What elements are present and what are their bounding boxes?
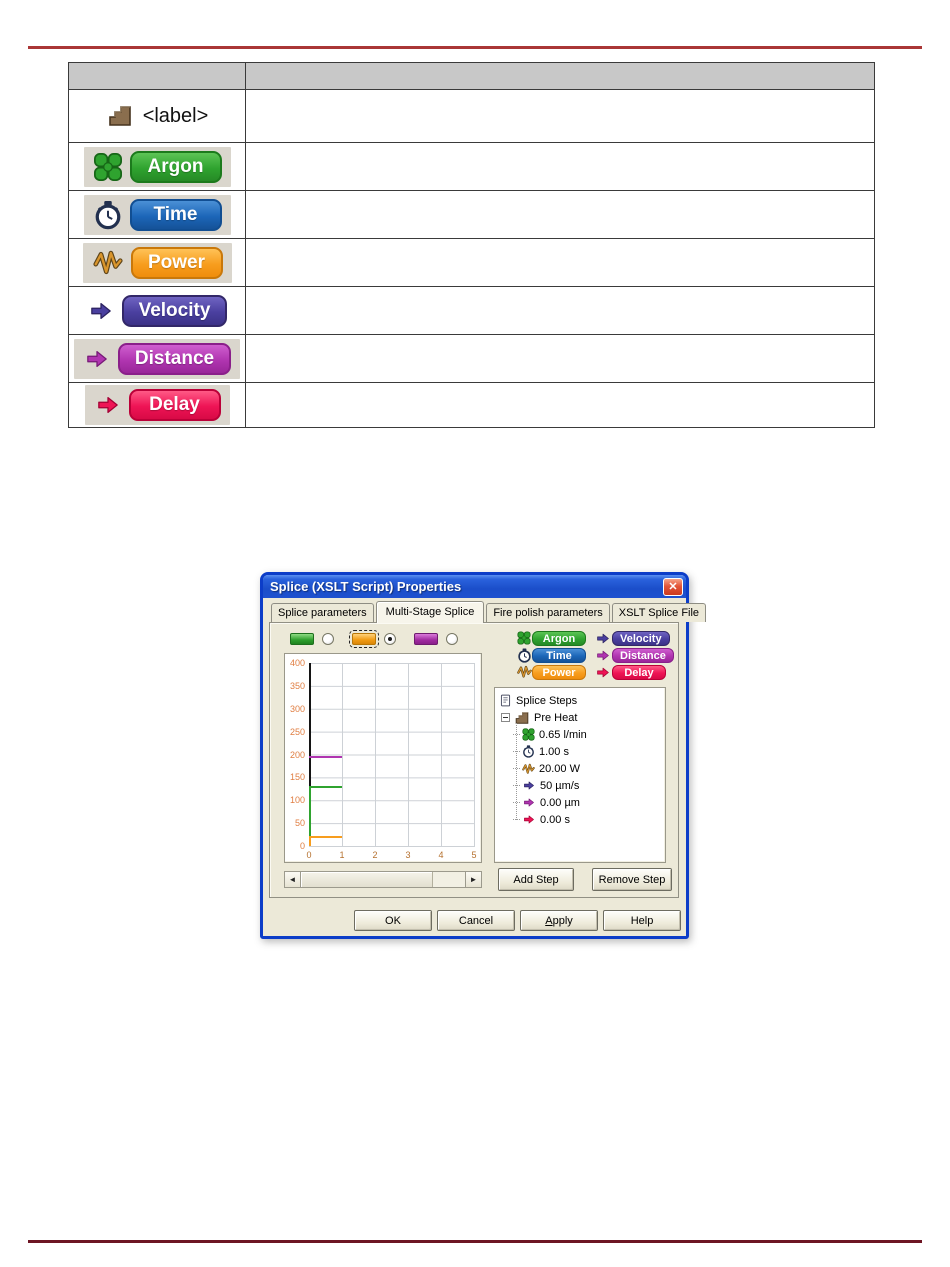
distance-series-swatch[interactable] [414, 633, 438, 645]
tab-multi-stage-splice[interactable]: Multi-Stage Splice [376, 601, 485, 623]
time-legend-pill: Time [532, 648, 586, 663]
dialog-body [263, 598, 700, 936]
distance-badge [74, 339, 240, 379]
table-row [69, 143, 874, 191]
table-cell-description [246, 143, 874, 190]
distance-legend-pill: Distance [612, 648, 674, 663]
tree-root-row[interactable] [499, 692, 663, 709]
tree-step-row[interactable] [501, 709, 663, 726]
table-row [69, 191, 874, 239]
waveform-icon [516, 665, 532, 679]
delay-pill: Delay [129, 389, 221, 421]
waveform-icon [92, 249, 124, 277]
tree-item[interactable] [513, 811, 663, 828]
time-value: 1.00 s [539, 745, 569, 758]
distance-arrow-icon [595, 649, 611, 662]
tree-step-label: Pre Heat [534, 711, 578, 724]
splice-properties-dialog [260, 572, 700, 939]
waveform-icon [522, 763, 535, 775]
y-tick-label: 0 [299, 841, 305, 851]
tab-fire-polish-parameters[interactable]: Fire polish parameters [486, 603, 609, 622]
distance-value: 0.00 µm [540, 796, 580, 809]
close-icon[interactable]: ✕ [663, 578, 683, 596]
tree-item[interactable] [513, 777, 663, 794]
distance-series-radio[interactable] [446, 633, 458, 645]
power-badge [83, 243, 232, 283]
table-cell-description [246, 335, 874, 382]
argon-flow-value: 0.65 l/min [539, 728, 587, 741]
table-header-cell-icon [69, 63, 246, 89]
table-row [69, 239, 874, 287]
table-header-row [69, 63, 874, 90]
step-chart-panel [284, 653, 482, 863]
clover-icon [522, 728, 535, 741]
stopwatch-icon [522, 745, 535, 758]
table-row [69, 383, 874, 427]
table-row [69, 287, 874, 335]
stopwatch-icon [516, 648, 532, 663]
scroll-left-arrow-icon[interactable]: ◄ [285, 872, 301, 887]
dialog-title: Splice (XSLT Script) Properties [270, 579, 462, 594]
velocity-pill: Velocity [122, 295, 228, 327]
y-tick-label: 200 [289, 749, 305, 760]
y-axis-labels [285, 658, 306, 851]
argon-legend-pill: Argon [532, 631, 586, 646]
power-pill: Power [131, 247, 223, 279]
collapse-icon[interactable] [501, 713, 510, 722]
y-tick-label: 250 [289, 726, 305, 737]
table-cell-description [246, 191, 874, 238]
argon-series-swatch[interactable] [290, 633, 314, 645]
time-badge [84, 195, 231, 235]
table-cell-description [246, 239, 874, 286]
table-cell-description [246, 90, 874, 142]
page-header-rule [28, 46, 922, 49]
series-selector-row [290, 633, 458, 645]
delay-arrow-icon [94, 394, 122, 416]
delay-arrow-icon [522, 814, 536, 825]
table-row [69, 90, 874, 143]
distance-series-line [309, 756, 342, 758]
legend-row [516, 630, 674, 646]
argon-series-radio[interactable] [322, 633, 334, 645]
x-axis-labels [306, 850, 477, 862]
delay-badge [85, 385, 230, 425]
power-series-line [309, 836, 342, 838]
x-tick-label: 1 [339, 850, 345, 860]
x-tick-label: 3 [405, 850, 411, 860]
power-value: 20.00 W [539, 762, 580, 775]
delay-value: 0.00 s [540, 813, 570, 826]
ok-button[interactable]: OK [354, 910, 432, 931]
tree-children [513, 726, 663, 828]
delay-arrow-icon [595, 666, 611, 679]
cancel-button[interactable]: Cancel [437, 910, 515, 931]
y-tick-label: 50 [294, 818, 305, 829]
dialog-button-row [354, 910, 681, 931]
legend-row [516, 647, 674, 663]
clover-icon [516, 631, 532, 645]
script-doc-icon [499, 694, 512, 707]
apply-button[interactable]: Apply [520, 910, 598, 931]
x-tick-label: 4 [438, 850, 444, 860]
argon-pill: Argon [130, 151, 222, 183]
time-pill: Time [130, 199, 222, 231]
distance-pill: Distance [118, 343, 231, 375]
y-tick-label: 100 [289, 795, 305, 806]
power-series-rise [309, 837, 311, 846]
page-footer-rule [28, 1240, 922, 1243]
legend-row [516, 664, 674, 680]
table-header-cell-description [246, 63, 874, 89]
help-button[interactable]: Help [603, 910, 681, 931]
velocity-arrow-icon [595, 632, 611, 645]
x-tick-label: 0 [306, 850, 312, 860]
clover-icon [93, 152, 123, 182]
tab-xslt-splice-file[interactable]: XSLT Splice File [612, 603, 706, 622]
argon-series-line [309, 786, 342, 788]
dialog-titlebar[interactable] [263, 575, 686, 598]
remove-step-button[interactable]: Remove Step [592, 868, 672, 891]
tree-root-label: Splice Steps [516, 694, 578, 707]
parameter-reference-table [68, 62, 875, 428]
y-tick-label: 150 [289, 772, 305, 783]
tab-splice-parameters[interactable]: Splice parameters [271, 603, 374, 622]
multi-stage-splice-page [269, 622, 679, 898]
table-cell-description [246, 383, 874, 427]
tree-item[interactable] [513, 726, 663, 743]
power-legend-pill: Power [532, 665, 586, 680]
velocity-arrow-icon [87, 300, 115, 322]
tree-item[interactable] [513, 760, 663, 777]
label-placeholder-text: <label> [142, 104, 209, 127]
y-tick-label: 350 [289, 680, 305, 691]
scrollbar-thumb[interactable] [301, 872, 433, 887]
tab-strip [271, 601, 708, 622]
distance-arrow-icon [522, 797, 536, 808]
distance-arrow-icon [83, 348, 111, 370]
power-series-swatch[interactable] [352, 633, 376, 645]
scroll-right-arrow-icon[interactable]: ► [465, 872, 481, 887]
splice-steps-tree[interactable] [494, 687, 666, 863]
velocity-value: 50 µm/s [540, 779, 580, 792]
y-tick-label: 400 [289, 658, 305, 668]
tree-item[interactable] [513, 794, 663, 811]
velocity-badge [78, 291, 237, 331]
velocity-arrow-icon [522, 780, 536, 791]
y-tick-label: 300 [289, 703, 305, 714]
add-step-button[interactable]: Add Step [498, 868, 574, 891]
delay-legend-pill: Delay [612, 665, 666, 680]
stopwatch-icon [93, 199, 123, 231]
plot-area [309, 663, 475, 847]
argon-badge [84, 147, 231, 187]
table-row [69, 335, 874, 383]
chart-horizontal-scrollbar[interactable] [284, 871, 482, 888]
x-tick-label: 5 [471, 850, 477, 860]
x-tick-label: 2 [372, 850, 378, 860]
parameter-legend [516, 630, 674, 681]
tree-item[interactable] [513, 743, 663, 760]
velocity-legend-pill: Velocity [612, 631, 670, 646]
power-series-radio[interactable] [384, 633, 396, 645]
steps-icon [106, 104, 134, 128]
table-cell-description [246, 287, 874, 334]
